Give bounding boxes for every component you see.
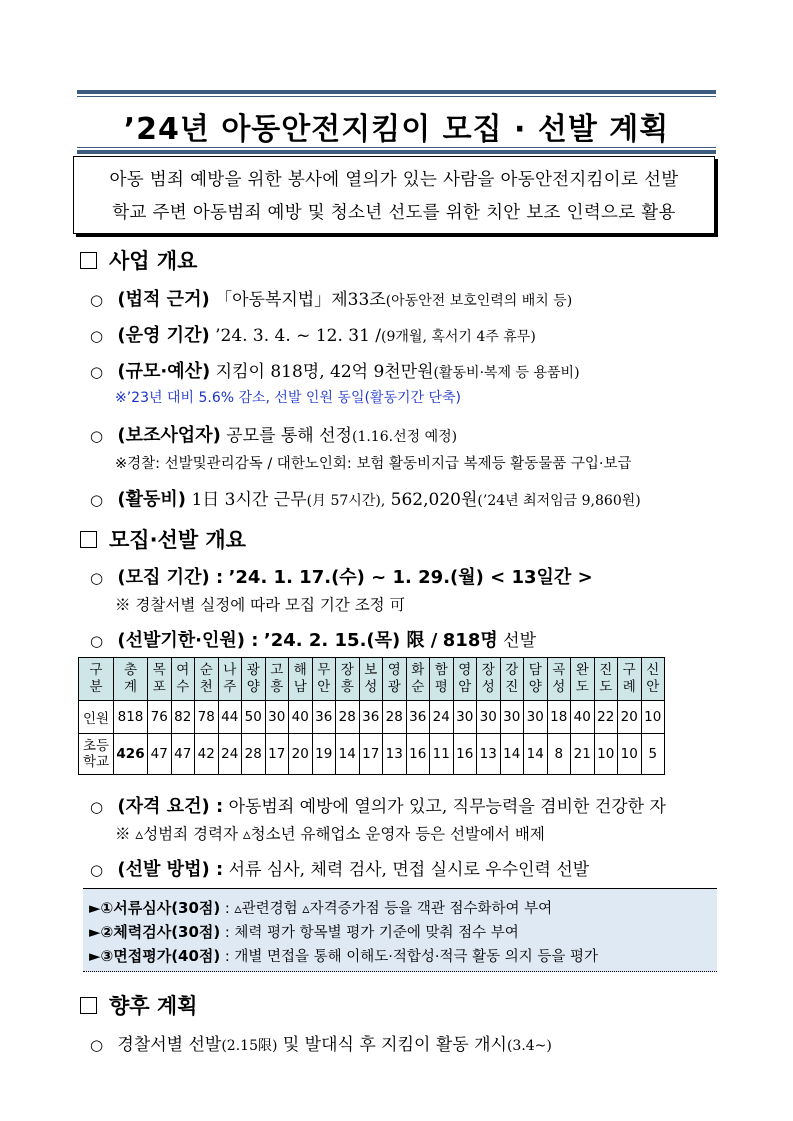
- table-cell: 18: [547, 701, 571, 734]
- table-header-cell: 목 포: [148, 658, 172, 701]
- table-header-cell: 영 암: [453, 658, 477, 701]
- selection-method-box: [83, 888, 717, 972]
- allocation-table: [78, 657, 665, 775]
- table-row: [79, 734, 665, 775]
- table-cell: 14: [336, 734, 360, 775]
- table-cell: 13: [477, 734, 501, 775]
- table-cell: 47: [171, 734, 195, 775]
- table-cell: 28: [336, 701, 360, 734]
- table-cell: 14: [500, 734, 524, 775]
- item-scale-budget: ○ (규모·예산) 지킴이 818명, 42억 9천만원(활동비·복제 등 용품비): [90, 361, 580, 382]
- table-cell: 8: [547, 734, 571, 775]
- table-cell: 36: [312, 701, 336, 734]
- table-cell: 초등 학교: [79, 734, 114, 775]
- table-header-cell: 곡 성: [547, 658, 571, 701]
- table-cell: 17: [359, 734, 383, 775]
- table-cell: 78: [195, 701, 219, 734]
- circle-bullet-icon: ○: [90, 798, 104, 816]
- table-cell: 11: [430, 734, 454, 775]
- table-cell: 10: [594, 734, 618, 775]
- table-cell: 22: [594, 701, 618, 734]
- table-cell: 10: [618, 734, 642, 775]
- method-line-document: ►①서류심사(30점) : ▵관련경험 ▵자격증가점 등을 객관 점수화하여 부여: [89, 899, 553, 917]
- item-selection-deadline: ○ (선발기한·인원) : ’24. 2. 15.(목) 限 / 818명 선발: [90, 630, 537, 651]
- table-header-cell: 진 도: [594, 658, 618, 701]
- item-operation-period: ○ (운영 기간) ’24. 3. 4. ~ 12. 31 /(9개월, 혹서기 4주 휴무): [90, 325, 536, 346]
- table-header-cell: 영 광: [383, 658, 407, 701]
- table-header-cell: 화 순: [406, 658, 430, 701]
- section-heading-overview: 사업 개요: [80, 245, 197, 275]
- table-cell: 40: [289, 701, 313, 734]
- table-header-cell: 순 천: [195, 658, 219, 701]
- table-cell: 40: [571, 701, 595, 734]
- circle-bullet-icon: ○: [90, 327, 104, 345]
- table-cell: 30: [477, 701, 501, 734]
- table-cell: 21: [571, 734, 595, 775]
- item-future-plan: ○ 경찰서별 선발(2.15限) 및 발대식 후 지킴이 활동 개시(3.4~): [90, 1035, 552, 1055]
- scale-note: ※’23년 대비 5.6% 감소, 선발 인원 동일(활동기간 단축): [115, 390, 461, 406]
- circle-bullet-icon: ○: [90, 427, 104, 445]
- item-selection-method: ○ (선발 방법) : 서류 심사, 체력 검사, 면접 실시로 우수인력 선발: [90, 859, 590, 880]
- summary-line-1: 아동 범죄 예방을 위한 봉사에 열의가 있는 사람을 아동안전지킴이로 선발: [109, 170, 679, 190]
- table-cell: 20: [618, 701, 642, 734]
- table-cell: 28: [242, 734, 266, 775]
- recruit-note: ※ 경찰서별 실정에 따라 모집 기간 조정 可: [115, 596, 406, 614]
- table-cell: 47: [148, 734, 172, 775]
- table-header-cell: 총 계: [114, 658, 148, 701]
- page-title: ’24년 아동안전지킴이 모집 · 선발 계획: [123, 112, 670, 147]
- table-cell: 36: [359, 701, 383, 734]
- table-cell: 818: [114, 701, 148, 734]
- table-cell: 30: [453, 701, 477, 734]
- table-cell: 82: [171, 701, 195, 734]
- method-line-fitness: ►②체력검사(30점) : 체력 평가 항목별 평가 기준에 맞춰 점수 부여: [89, 923, 519, 941]
- table-header-cell: 고 흥: [265, 658, 289, 701]
- checkbox-square-icon: [80, 252, 97, 269]
- table-cell: 20: [289, 734, 313, 775]
- table-cell: 76: [148, 701, 172, 734]
- item-recruit-period: ○ (모집 기간) : ’24. 1. 17.(수) ~ 1. 29.(월) < 13일간 >: [90, 567, 593, 588]
- table-cell: 17: [265, 734, 289, 775]
- table-cell: 16: [453, 734, 477, 775]
- table-header-cell: 여 수: [171, 658, 195, 701]
- table-header-cell: 구 례: [618, 658, 642, 701]
- table-header-cell: 장 흥: [336, 658, 360, 701]
- method-line-interview: ►③면접평가(40점) : 개별 면접을 통해 이해도·적합성·적극 활동 의지 등을 평가: [89, 947, 599, 965]
- operator-note: ※경찰: 선발및관리감독 / 대한노인회: 보험 활동비지급 복제등 활동물품 구입·보급: [115, 456, 632, 472]
- circle-bullet-icon: ○: [90, 363, 104, 381]
- circle-bullet-icon: ○: [90, 491, 104, 509]
- table-cell: 30: [500, 701, 524, 734]
- table-header-cell: 함 평: [430, 658, 454, 701]
- table-header-cell: 강 진: [500, 658, 524, 701]
- checkbox-square-icon: [80, 997, 97, 1014]
- table-cell: 28: [383, 701, 407, 734]
- circle-bullet-icon: ○: [90, 1036, 104, 1054]
- table-cell: 30: [524, 701, 548, 734]
- table-header-cell: 무 안: [312, 658, 336, 701]
- table-header-cell: 완 도: [571, 658, 595, 701]
- checkbox-square-icon: [80, 531, 97, 548]
- table-cell: 36: [406, 701, 430, 734]
- table-cell: 16: [406, 734, 430, 775]
- table-header-cell: 장 성: [477, 658, 501, 701]
- item-operator: ○ (보조사업자) 공모를 통해 선정(1.16.선정 예정): [90, 425, 458, 446]
- table-header-cell: 나 주: [218, 658, 242, 701]
- circle-bullet-icon: ○: [90, 861, 104, 879]
- summary-box: [73, 156, 715, 234]
- table-header-cell: 담 양: [524, 658, 548, 701]
- table-cell: 13: [383, 734, 407, 775]
- table-cell: 14: [524, 734, 548, 775]
- table-header-row: [79, 658, 665, 701]
- section-heading-future-plan: 향후 계획: [80, 990, 197, 1020]
- circle-bullet-icon: ○: [90, 569, 104, 587]
- table-cell: 30: [265, 701, 289, 734]
- table-header-cell: 신 안: [641, 658, 665, 701]
- table-cell: 42: [195, 734, 219, 775]
- circle-bullet-icon: ○: [90, 291, 104, 309]
- table-cell: 5: [641, 734, 665, 775]
- table-cell: 24: [430, 701, 454, 734]
- table-cell: 50: [242, 701, 266, 734]
- table-cell: 44: [218, 701, 242, 734]
- table-header-cell: 해 남: [289, 658, 313, 701]
- table-cell: 426: [114, 734, 148, 775]
- section-heading-recruitment: 모집·선발 개요: [80, 524, 246, 554]
- table-cell: 인원: [79, 701, 114, 734]
- table-row: [79, 701, 665, 734]
- title-bar: [77, 90, 716, 154]
- circle-bullet-icon: ○: [90, 632, 104, 650]
- item-legal-basis: ○ (법적 근거) 「아동복지법」제33조(아동안전 보호인력의 배치 등): [90, 289, 573, 310]
- item-activity-pay: ○ (활동비) 1日 3시간 근무(月 57시간), 562,020원(’24년 최저임금 9,860원): [90, 489, 641, 510]
- table-cell: 19: [312, 734, 336, 775]
- item-qualification: ○ (자격 요건) : 아동범죄 예방에 열의가 있고, 직무능력을 겸비한 건강한 자: [90, 796, 666, 817]
- table-cell: 10: [641, 701, 665, 734]
- table-header-cell: 구 분: [79, 658, 114, 701]
- table-header-cell: 보 성: [359, 658, 383, 701]
- qualification-note: ※ ▵성범죄 경력자 ▵청소년 유해업소 운영자 등은 선발에서 배제: [115, 825, 545, 843]
- summary-line-2: 학교 주변 아동범죄 예방 및 청소년 선도를 위한 치안 보조 인력으로 활용: [112, 203, 676, 223]
- table-cell: 24: [218, 734, 242, 775]
- table-header-cell: 광 양: [242, 658, 266, 701]
